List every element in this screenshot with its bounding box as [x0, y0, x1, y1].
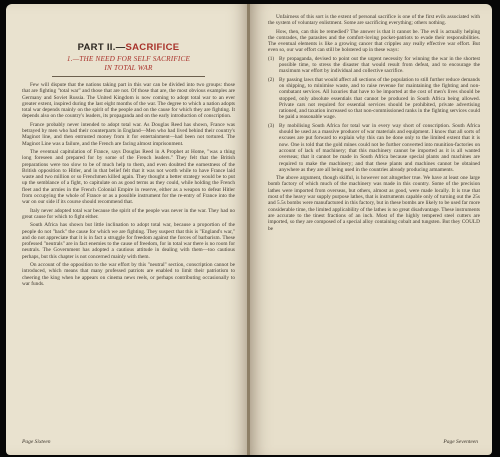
item-text: By passing laws that would affect all sections of the population to still further reduce demands on shipping, to minimise waste, and to raise revenue for maintaining the fighting and non-combatant services. All luxuries that have to be imported at the cost of men's lives should be stopped, only absolute essentials that cannot be produced in South Africa being allowed. Private cars not required for essential services should be prohibited, private advertising rationed, and taxation increased so that non-commissioned ranks in the fighting services could be paid a reasonable wage. [279, 76, 480, 121]
paragraph: Italy never adopted total war because the spirit of the people was never in the war. They had no great cause for which to fight either. [22, 207, 235, 220]
numbered-item [268, 56, 480, 75]
part-title [22, 42, 235, 53]
paragraph: On account of the opposition to the war effort by this "neutral" section, conscription cannot be introduced, which means that many professed patriots are enabled to limit their patriotism to cheering the king when he appears on cinema news reels, or perhaps contributing occasionally to war funds. [22, 262, 235, 287]
page-footer-left: Page Sixteen [22, 439, 51, 445]
part-title-text: SACRIFICE [125, 42, 180, 53]
item-number: (1) [268, 55, 275, 62]
numbered-item [268, 77, 480, 121]
right-page [250, 4, 492, 455]
title-rule [52, 76, 205, 77]
paragraph: The above argument, though skilful, is however not altogether true. We have at least one large bomb factory of which much of the machinery was made in this country. Some of the precision lathes were imported from overseas, but others, almost as good, were made locally. It is true that most of the heavy war supply purpose lathes, that is instruments capable only of turning out the 25s and 5.5s bombs were manufactured in this factory, but in these bombs are likely to be used far more considerable time, the limited applicability of the lathes is no great disadvantage. These instruments are accurate to the tinest fractions of an inch. Most of the highly tempered steel cutters are imported, so they are composed of a special alloy containing cobalt and tungsten. But they COULD be [268, 175, 480, 232]
numbered-item [268, 123, 480, 173]
item-number: (2) [268, 76, 275, 83]
open-book [6, 4, 496, 455]
paragraph: Unfairness of this sort is the extent of personal sacrifice is one of the first evils associated with the system of voluntary enlistment. Some are sacrificing everything; others nothing. [268, 14, 480, 27]
paragraph: The eventual capitulation of France, says Douglas Reed in A Prophet at Home, "was a thing long foreseen and prepared for by some of the French leaders." They felt that the British preparations were too slow to be of much help to them, and even doubted the earnestness of the British opposition to Hitler, and in that belief felt that it was not worth while to have France laid waste and two million or so Frenchmen killed again. They thought a better strategy would be to put up the semblance of a fight, to capitulate on as good terms as they could, while holding the French fleet and the armies in the French Colonial Empire in reserve, either as a weapon to defeat Hitler from occupying the whole of France or as a possible instrument for the re-entry of France into the war on our side if its course should recommend that. [22, 148, 235, 206]
paragraph: South Africa has shown but little inclination to adopt total war, because a proportion of the people do not "back" the cause for which we are fighting. They suspect that this is "England's war," and do not appreciate that it is in fact a struggle for freedom against the forces of barbarism. These professed "neutrals" are in fact enemies to the cause of freedom, for in total war there is no room for neutrals. The Government has adopted a cautious attitude in dealing with them—too cautious perhaps, but this chapter is not concerned mainly with them. [22, 222, 235, 260]
item-text: By propaganda, devised to point out the urgent necessity for winning the war in the shortest possible time, to stress the disaster that would result from defeat, and to encourage the maximum war effort by individual and collective sacrifice. [279, 55, 480, 75]
subtitle-line-2: IN TOTAL WAR [104, 63, 153, 72]
left-page [6, 4, 249, 455]
paragraph: How, then, can this be remedied? The answer is that it cannot be. The evil is actually helping the comrades, the parasites and the comfort-loving pocket-patriots to evade their responsibilities. The eventual elements is like a growing cancer that cripples any really effective war effort. But even so, our war effort can still be bolstered up in these ways: [268, 28, 480, 54]
subtitle-line-1: 1.—THE NEED FOR SELF SACRIFICE [66, 55, 191, 63]
item-number: (3) [268, 122, 275, 129]
section-subtitle [22, 55, 235, 72]
paragraph: Few will dispute that the nations taking part in this war can be divided into two groups: those that are fighting "total war" and those that are not. Of those that are, the most obvious examples are Germany and Soviet Russia. The United Kingdom is now coming to adopt total war to an ever greater extent, inspired during the last eight months of the war. The degree to which a nation adopts total war depends mainly on the spirit of the people and on the cause for which they are fighting. It depends also on the country's leaders, its propaganda and on the early introduction of conscription. [22, 82, 235, 120]
page-footer-right: Page Seventeen [443, 439, 478, 445]
paragraph: France probably never intended to adopt total war. As Douglas Reed has shown, France was betrayed by men who had their counterparts in England—Men who had lived behind their country's Maginot line, and then entrusted money from it for entertainment—had been not tortured. The Maginot Line was a failure, and the French are facing almost imprisonment. [22, 121, 235, 147]
item-text: By mobilising South Africa for total war in every way short of conscription. South Africa should be used as a massive producer of war materials and equipment. I know that all sorts of excuses are put forward to explain why this can be done only to the limited extent that it is now. One is told that the gold mines could not be further converted into munition-factories on account of lack of machinery; that this machinery cannot be imported as it is all wanted overseas; that it cannot be made in South Africa because special plants and machines are required to make the machinery; and that these plants and machines cannot be obtained anywhere as they are all being used in the countries already producing armaments. [279, 122, 480, 173]
part-label: PART II.— [77, 42, 126, 53]
